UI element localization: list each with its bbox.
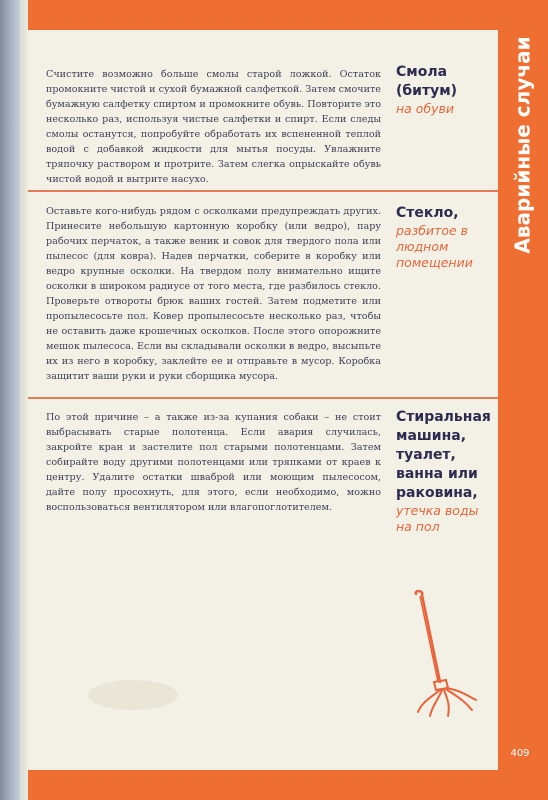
section-divider: [28, 190, 498, 192]
glass-instructions: Оставьте кого-нибудь рядом с осколками предупреждать других. Принесите небольшую картонную коробку (или ведро), пару рабочих перчаток, а также веник и совок для твердого пола или пылесос (для ковра). Надев перчатки, соберите в коробку или ведро крупные осколки. На твердом полу внимательно ищите осколки в широком радиусе от того места, где разбилось стекло. Проверьте отвороты брюк ваших гостей. Затем подметите или пропылесосьте пол. Ковер пропылесосьте несколько раз, чтобы не оставить даже крошечных осколков. После этого опорожните мешок пылесоса. Если вы складывали осколки в ведро, высыпьте их из него в коробку, заклейте ее и отправьте в мусор. Коробка защитит ваши руки и руки сборщика мусора.: [46, 206, 381, 382]
tar-heading: [396, 63, 496, 117]
tar-instructions: Счистите возможно больше смолы старой ложкой. Остаток промокните чистой и сухой бумажной салфеткой. Затем смочите бумажную салфетку спиртом и промокните обувь. Повторите это несколько раз, используя чистые салфетки и спирт. Если следы смолы останутся, попробуйте обработать их вспененной теплой водой с добавкой жидкости для мытья посуды. Увлажните тряпочку раствором и протрите. Затем слегка опрыскайте обувь чистой водой и вытрите насухо.: [46, 69, 381, 185]
leak-instructions: По этой причине – а также из-за купания собаки – не стоит выбрасывать старые полотенца. Если авария случилась, закройте кран и застелите пол старыми полотенцами. Затем собирайте воду другими полотенцами или тряпками от краев к центру. Удалите остатки шваброй или моющим пылесосом, дайте полу просохнуть, для этого, если необходимо, можно воспользоваться вентилятором или влагопоглотителем.: [46, 412, 381, 513]
tar-heading-sub: на обуви: [396, 101, 455, 116]
chapter-title: Аварийные случаи: [511, 36, 535, 254]
page-edge: [20, 0, 28, 800]
glass-heading-main: Стекло,: [396, 205, 459, 221]
mop-icon: [410, 590, 480, 720]
glass-heading-sub: разбитое в людном помещении: [396, 223, 473, 270]
book-page: [28, 30, 498, 770]
leak-heading-main: Стиральная машина, туалет, ванна или раковина,: [396, 409, 491, 501]
glass-heading: [396, 204, 496, 271]
section-divider: [28, 397, 498, 399]
bleed-through-smudge: [88, 680, 178, 710]
chapter-tab: [505, 30, 541, 260]
leak-heading-sub: утечка воды на пол: [396, 503, 479, 534]
book-spine: [0, 0, 20, 800]
tar-heading-main: Смола (битум): [396, 64, 458, 99]
leak-heading: [396, 408, 496, 535]
page-number: 409: [510, 748, 530, 759]
